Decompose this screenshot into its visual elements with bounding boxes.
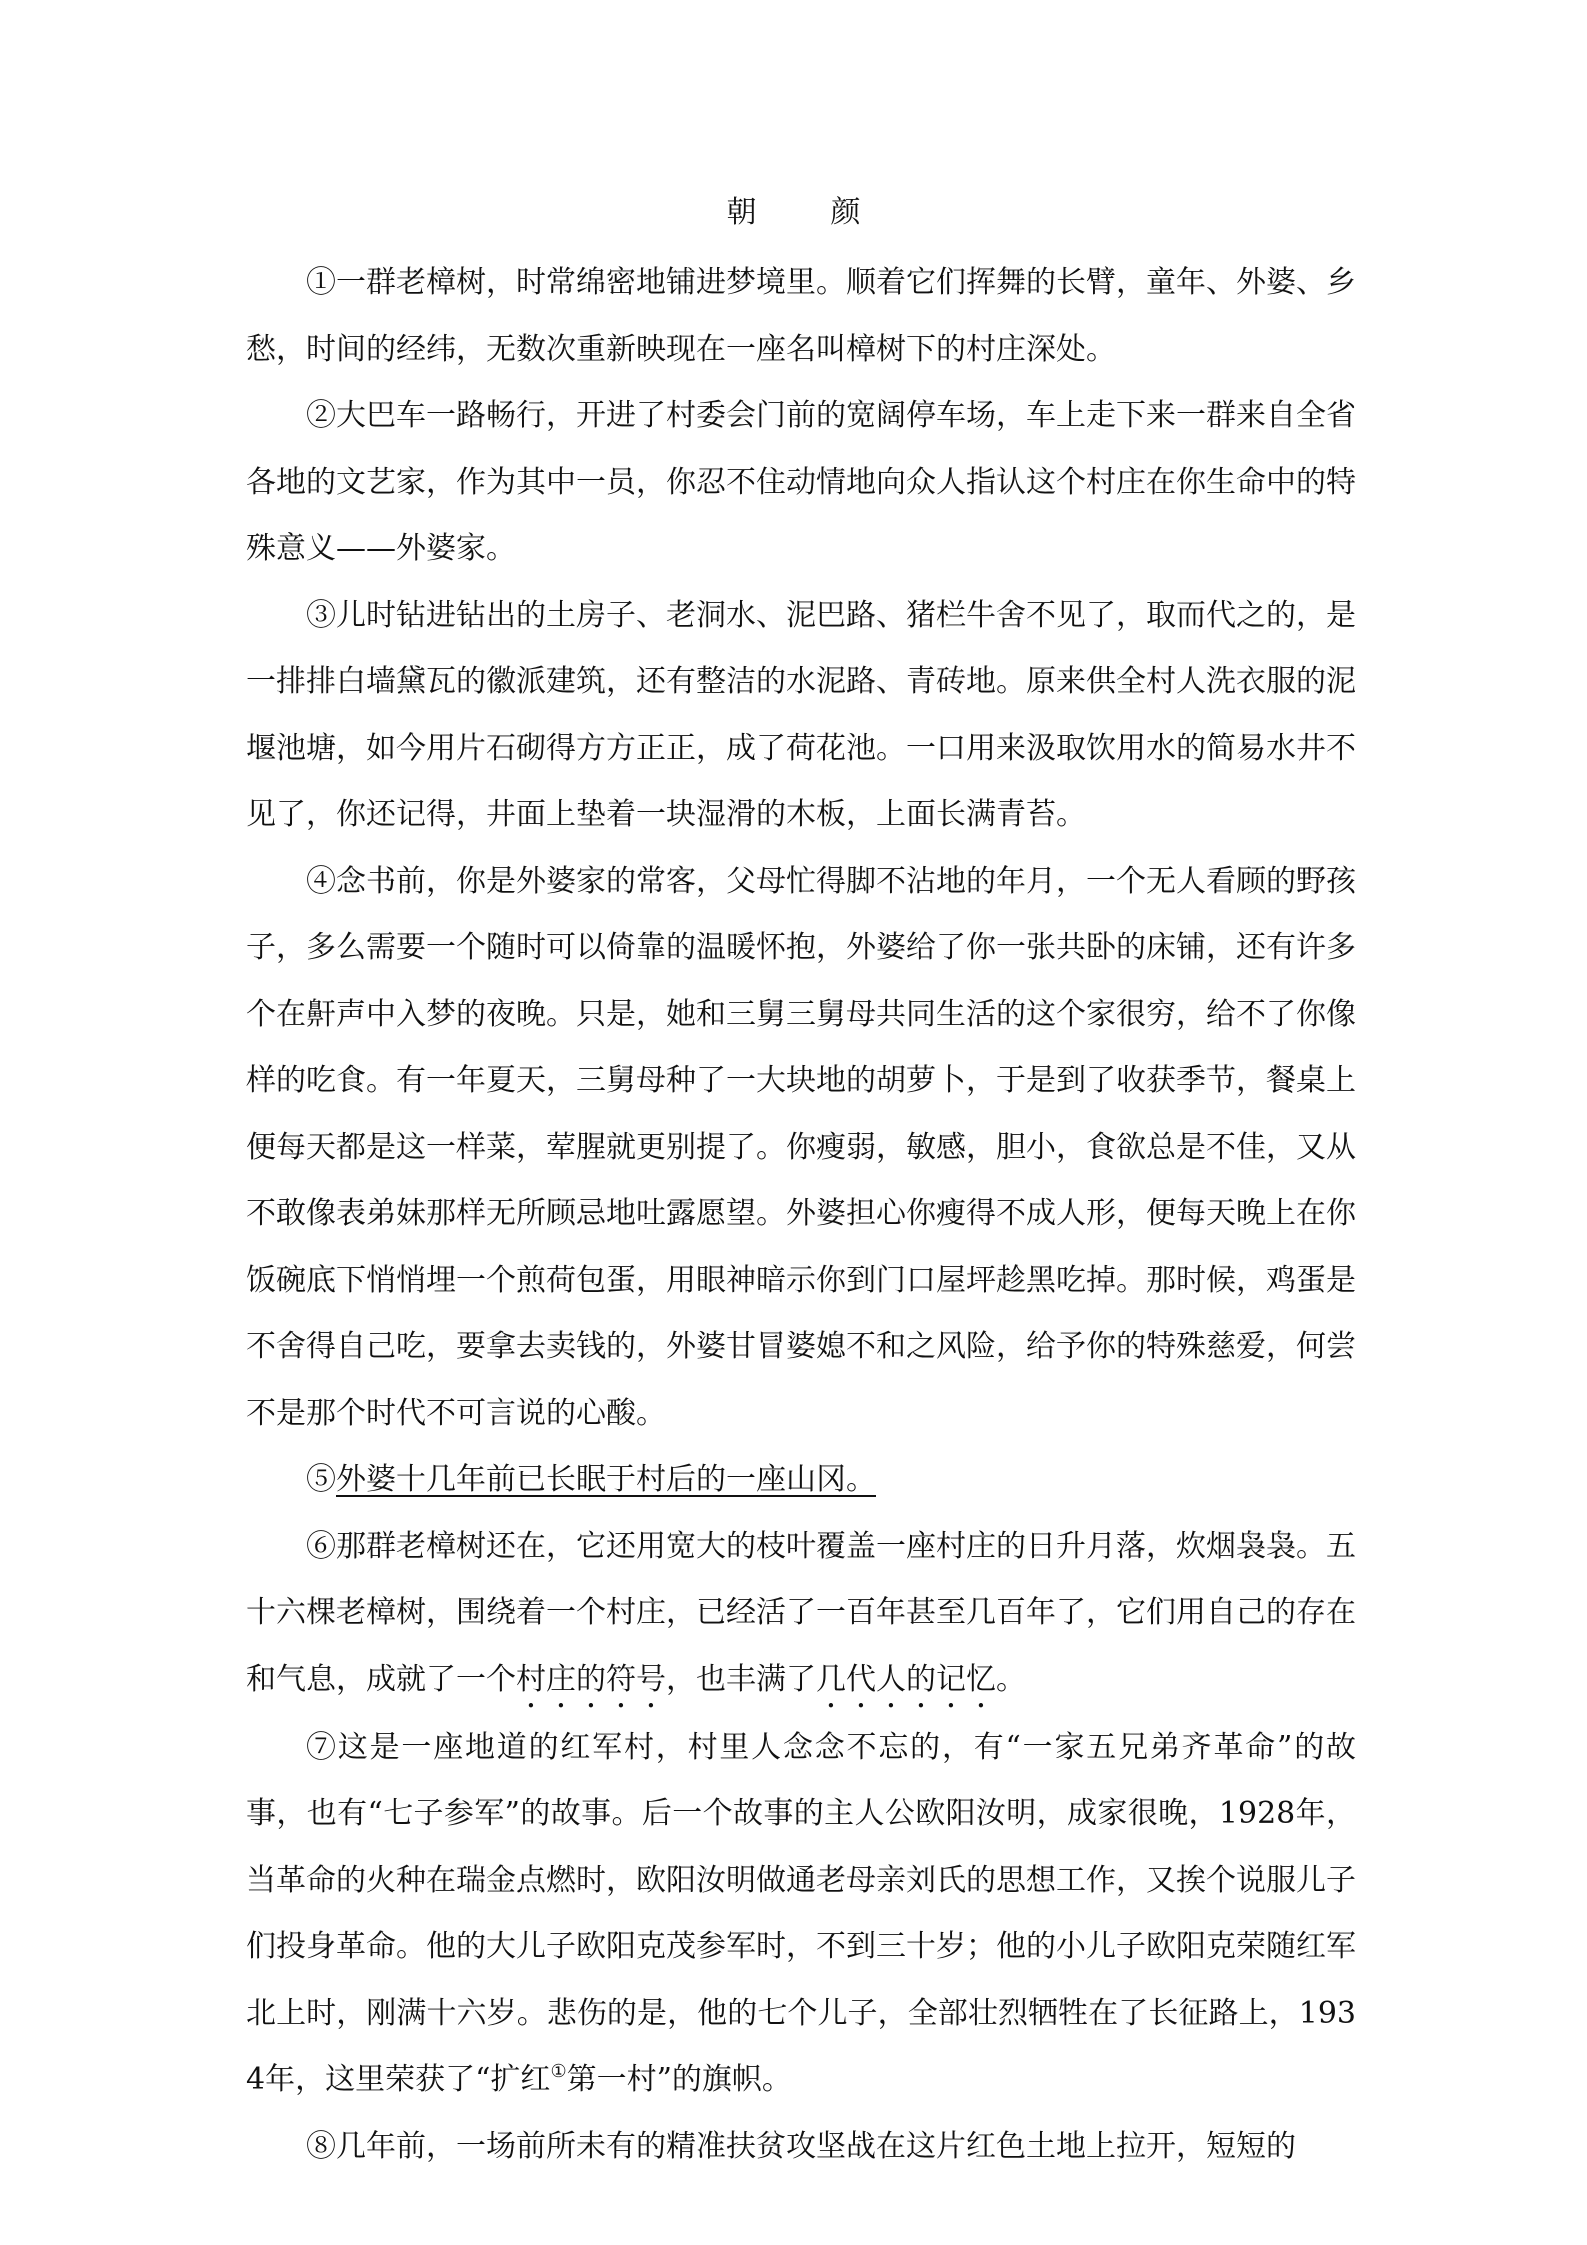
paragraph-5-number: ⑤	[306, 1462, 336, 1497]
paragraph-6-emphasis-2: 几代人的记忆	[816, 1661, 996, 1697]
article-body	[246, 250, 1356, 2180]
paragraph-6-text-b: ，也丰满了	[666, 1661, 816, 1697]
footnote-marker: ①	[550, 2061, 567, 2082]
paragraph-7	[246, 1715, 1356, 2114]
article-title: 朝 颜	[726, 195, 883, 230]
paragraph-6-emphasis-1: 村庄的符号	[516, 1661, 666, 1697]
paragraph-2: ②大巴车一路畅行，开进了村委会门前的宽阔停车场，车上走下来一群来自全省各地的文艺家，作为其中一员，你忍不住动情地向众人指认这个村庄在你生命中的特殊意义——外婆家。	[246, 398, 1356, 566]
paragraph-5-underlined-sentence: 外婆十几年前已长眠于村后的一座山冈。	[336, 1462, 876, 1497]
paragraph-6	[246, 1514, 1356, 1715]
paragraph-3: ③儿时钻进钻出的土房子、老洞水、泥巴路、猪栏牛舍不见了，取而代之的，是一排排白墙黛瓦的徽派建筑，还有整洁的水泥路、青砖地。原来供全村人洗衣服的泥堰池塘，如今用片石砌得方方正正，成了荷花池。一口用来汲取饮用水的简易水井不见了，你还记得，井面上垫着一块湿滑的木板，上面长满青苔。	[246, 597, 1356, 832]
paragraph-8: ⑧几年前，一场前所未有的精准扶贫攻坚战在这片红色土地上拉开，短短的	[306, 2128, 1296, 2164]
paragraph-5	[246, 1447, 1356, 1514]
paragraph-1: ①一群老樟树，时常绵密地铺进梦境里。顺着它们挥舞的长臂，童年、外婆、乡愁，时间的经纬，无数次重新映现在一座名叫樟树下的村庄深处。	[246, 265, 1356, 367]
paragraph-6-text-a: ⑥那群老樟树还在，它还用宽大的枝叶覆盖一座村庄的日升月落，炊烟袅袅。五十六棵老樟树，围绕着一个村庄，已经活了一百年甚至几百年了，它们用自己的存在和气息，成就了一个	[246, 1528, 1356, 1697]
paragraph-6-text-c: 。	[996, 1661, 1026, 1697]
paragraph-7-text-a: ⑦这是一座地道的红军村，村里人念念不忘的，有“一家五兄弟齐革命”的故事，也有“七子参军”的故事。后一个故事的主人公欧阳汝明，成家很晚，1928年，当革命的火种在瑞金点燃时，欧阳汝明做通老母亲刘氏的思想工作，又挨个说服儿子们投身革命。他的大儿子欧阳克茂参军时，不到三十岁；他的小儿子欧阳克荣随红军北上时，刚满十六岁。悲伤的是，他的七个儿子，全部壮烈牺牲在了长征路上，1934年，这里荣获了“扩红	[246, 1729, 1356, 2097]
paragraph-4: ④念书前，你是外婆家的常客，父母忙得脚不沾地的年月，一个无人看顾的野孩子，多么需要一个随时可以倚靠的温暖怀抱，外婆给了你一张共卧的床铺，还有许多个在鼾声中入梦的夜晚。只是，她和三舅三舅母共同生活的这个家很穷，给不了你像样的吃食。有一年夏天，三舅母种了一大块地的胡萝卜，于是到了收获季节，餐桌上便每天都是这一样菜，荤腥就更别提了。你瘦弱，敏感，胆小，食欲总是不佳，又从不敢像表弟妹那样无所顾忌地吐露愿望。外婆担心你瘦得不成人形，便每天晚上在你饭碗底下悄悄埋一个煎荷包蛋，用眼神暗示你到门口屋坪趁黑吃掉。那时候，鸡蛋是不舍得自己吃，要拿去卖钱的，外婆甘冒婆媳不和之风险，给予你的特殊慈爱，何尝不是那个时代不可言说的心酸。	[246, 863, 1356, 1431]
paragraph-7-text-b: 第一村”的旗帜。	[566, 2062, 792, 2097]
